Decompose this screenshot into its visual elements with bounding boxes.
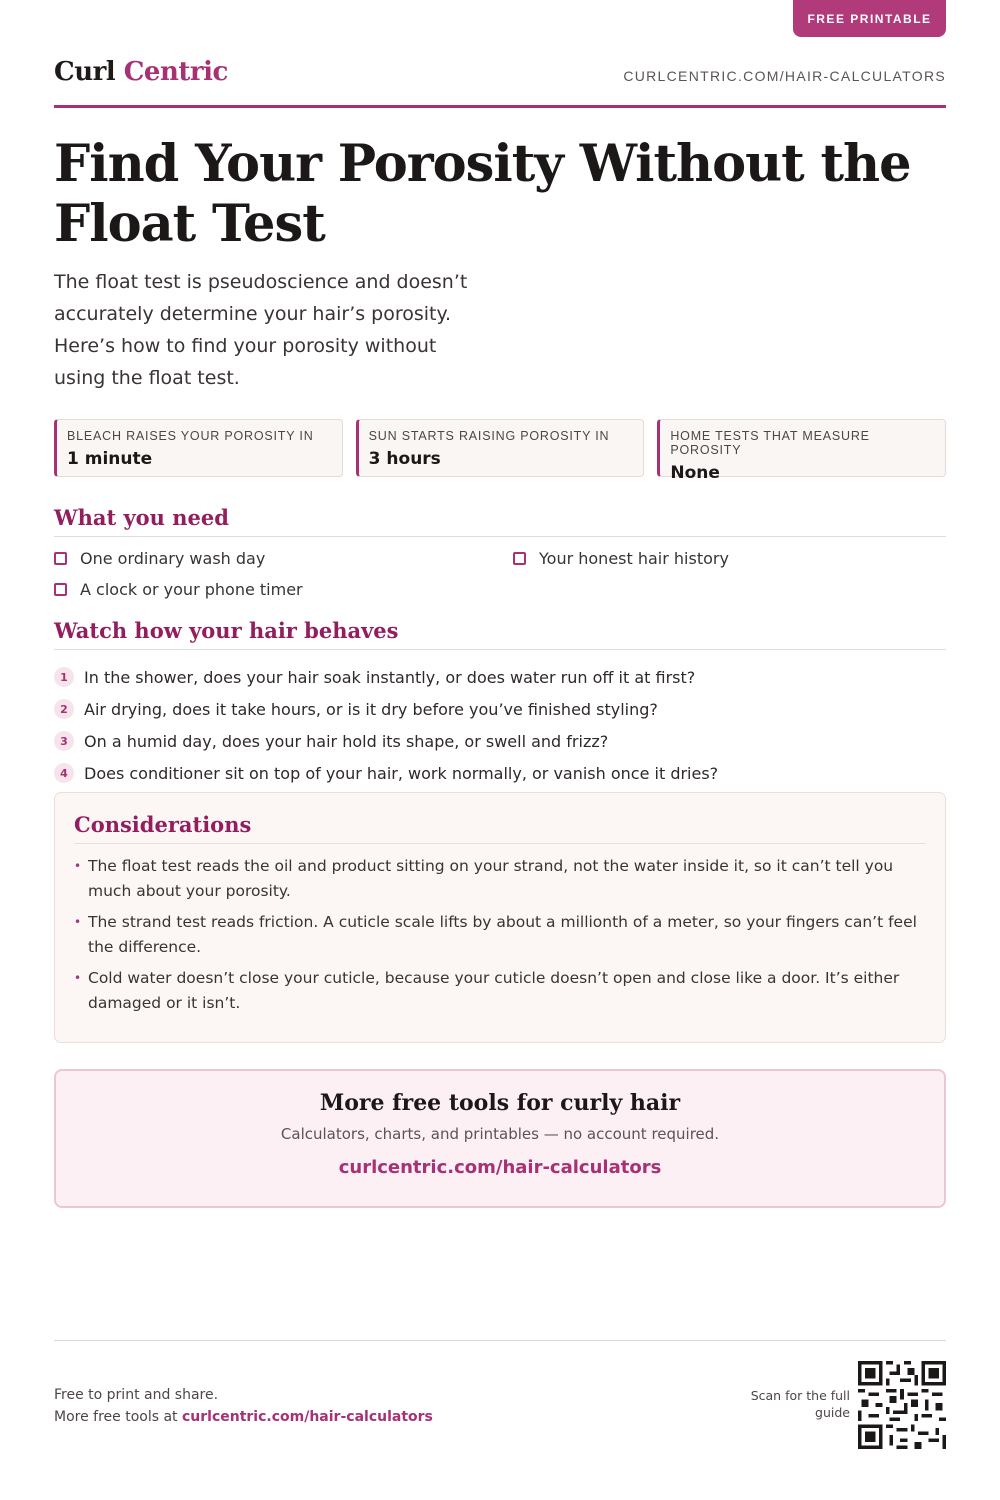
stat-value: 3 hours — [368, 449, 441, 469]
page-title: Find Your Porosity Without the Float Test — [54, 134, 911, 254]
step-text: Air drying, does it take hours, or is it dry before you’ve finished styling? — [84, 699, 658, 719]
more-tools-box — [54, 1069, 946, 1208]
checkbox-icon[interactable] — [54, 583, 67, 596]
checkbox-icon[interactable] — [513, 552, 526, 565]
stat-label: SUN STARTS RAISING POROSITY IN — [368, 429, 610, 443]
step-text: On a humid day, does your hair hold its shape, or swell and frizz? — [84, 731, 609, 751]
what-you-need-heading: What you need — [54, 505, 946, 537]
bullet-icon: • — [74, 915, 82, 929]
footer-text — [54, 1384, 433, 1428]
logo[interactable] — [54, 54, 228, 90]
stat-value: 1 minute — [67, 449, 153, 469]
logo-text-curl: Curl — [54, 57, 116, 87]
stat-card-sun — [356, 419, 645, 477]
step-number: 1 — [54, 667, 74, 687]
header-url[interactable]: CURLCENTRIC.COM/HAIR-CALCULATORS — [623, 68, 946, 84]
page-header — [54, 54, 946, 108]
footer-line-1: Free to print and share. — [54, 1387, 219, 1403]
footer-link[interactable]: curlcentric.com/hair-calculators — [181, 1409, 433, 1425]
step-text: In the shower, does your hair soak instantly, or does water run off it at first? — [84, 667, 696, 687]
consideration-item — [74, 910, 926, 960]
step-item — [54, 725, 946, 757]
checklist-item-label: A clock or your phone timer — [80, 580, 303, 599]
consideration-item — [74, 966, 926, 1016]
page-footer — [54, 1340, 946, 1450]
checklist-item-label: One ordinary wash day — [80, 549, 266, 568]
checkbox-icon[interactable] — [54, 552, 67, 565]
step-item — [54, 661, 946, 693]
consideration-text: The strand test reads friction. A cuticle scale lifts by about a millionth of a meter, so your fingers can’t feel the difference. — [88, 913, 917, 956]
step-number: 4 — [54, 763, 74, 783]
step-number: 3 — [54, 731, 74, 751]
step-number: 2 — [54, 699, 74, 719]
stat-label: HOME TESTS THAT MEASURE POROSITY — [670, 429, 870, 457]
bullet-icon: • — [74, 859, 82, 873]
needs-checklist — [54, 549, 946, 609]
watch-hair-heading: Watch how your hair behaves — [54, 618, 946, 650]
step-text: Does conditioner sit on top of your hair, work normally, or vanish once it dries? — [84, 763, 719, 783]
step-item — [54, 757, 946, 789]
step-item — [54, 693, 946, 725]
consideration-text: Cold water doesn’t close your cuticle, because your cuticle doesn’t open and close like a door. It’s either damaged or it isn’t. — [88, 969, 900, 1012]
stat-label: BLEACH RAISES YOUR POROSITY IN — [67, 429, 314, 443]
consideration-text: The float test reads the oil and product sitting on your strand, not the water inside it, so it can’t tell you much about your porosity. — [88, 857, 894, 900]
cta-link[interactable]: curlcentric.com/hair-calculators — [338, 1157, 662, 1178]
cta-title: More free tools for curly hair — [319, 1090, 681, 1116]
stat-card-home-tests — [657, 419, 946, 483]
stats-row — [54, 419, 946, 483]
scan-label: Scan for the full guide — [750, 1388, 850, 1420]
footer-line-2 — [54, 1406, 433, 1428]
consideration-item — [74, 854, 926, 904]
steps-list — [54, 661, 946, 789]
checklist-item[interactable] — [54, 549, 265, 568]
stat-card-bleach — [54, 419, 343, 477]
considerations-heading: Considerations — [74, 812, 926, 844]
considerations-box — [54, 792, 946, 1043]
checklist-item[interactable] — [513, 549, 729, 568]
footer-prefix: More free tools at — [54, 1409, 182, 1425]
logo-text-centric: Centric — [123, 57, 228, 87]
checklist-item[interactable] — [54, 580, 303, 599]
stat-value: None — [670, 463, 720, 483]
checklist-item-label: Your honest hair history — [539, 549, 729, 568]
intro-paragraph: The float test is pseudoscience and doesn’t accurately determine your hair’s porosity. Here’s how to find your porosity without using the float test. — [54, 271, 468, 389]
cta-subtitle: Calculators, charts, and printables — no account required. — [280, 1125, 720, 1143]
free-printable-badge: FREE PRINTABLE — [793, 0, 946, 37]
qr-code-icon[interactable] — [858, 1361, 946, 1449]
bullet-icon: • — [74, 971, 82, 985]
